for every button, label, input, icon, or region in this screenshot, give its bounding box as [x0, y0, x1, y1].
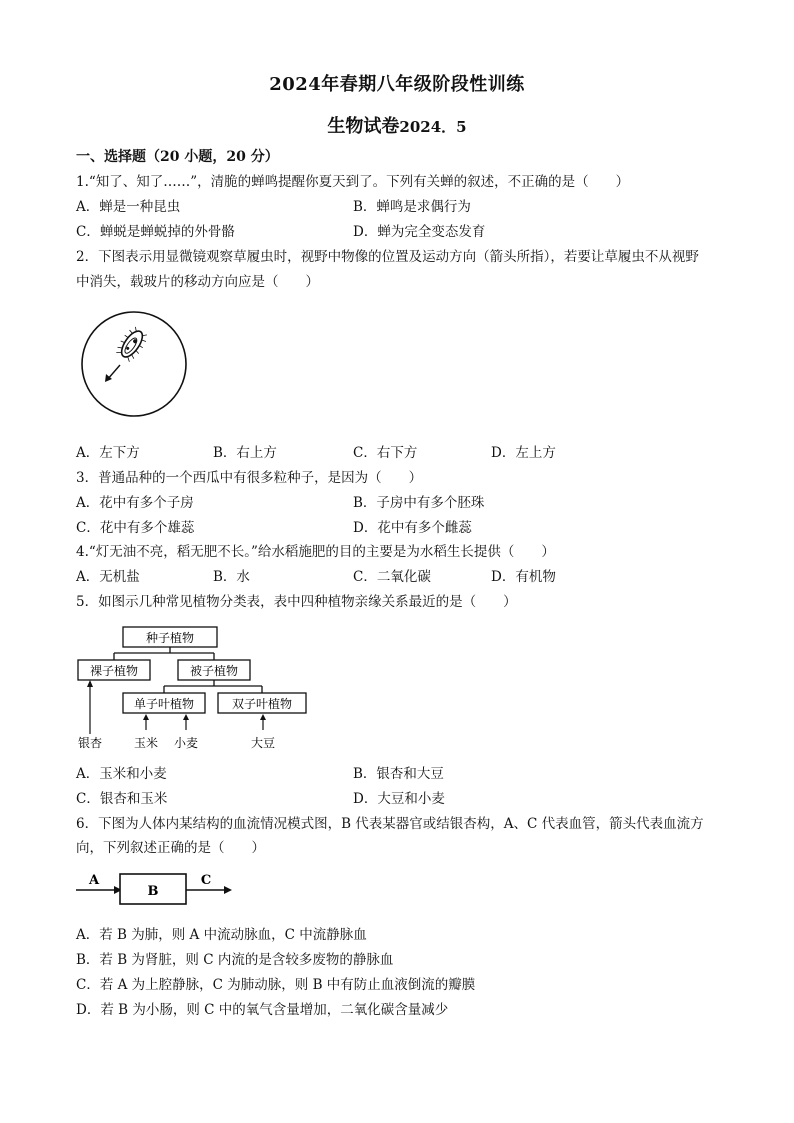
q1-option-c: C．蝉蜕是蝉蜕掉的外骨骼 — [76, 224, 235, 240]
connector-angio — [164, 680, 262, 693]
q5-option-d: D．大豆和小麦 — [353, 791, 445, 807]
q5-stem: 5．如图示几种常见植物分类表，表中四种植物亲缘关系最近的是（ ） — [76, 594, 517, 610]
q2-option-d: D．左上方 — [491, 445, 556, 461]
q2-option-a: A．左下方 — [76, 445, 140, 461]
q1-option-a: A．蝉是一种昆虫 — [76, 199, 181, 215]
q2-stem-line1: 2．下图表示用显微镜观察草履虫时，视野中物像的位置及运动方向（箭头所指），若要让草履虫不从视野 — [76, 249, 699, 265]
label-organ-b: B — [147, 884, 159, 899]
arrow-corn-icon — [143, 714, 149, 730]
q5-option-c: C．银杏和玉米 — [76, 791, 168, 807]
paramecium-icon — [114, 325, 150, 364]
q6-option-b: B．若 B 为肾脏，则 C 内流的是含较多废物的静脉血 — [76, 952, 394, 968]
subtitle-text: 生物试卷 — [327, 116, 400, 137]
label-wheat: 小麦 — [173, 736, 199, 750]
label-angiosperms: 被子植物 — [189, 664, 239, 678]
q6-option-c: C．若 A 为上腔静脉，C 为肺动脉，则 B 中有防止血液倒流的瓣膜 — [76, 977, 476, 993]
q3-stem: 3．普通品种的一个西瓜中有很多粒种子，是因为（ ） — [76, 470, 423, 486]
q1-stem: 1.“知了、知了……”，清脆的蝉鸣提醒你夏天到了。下列有关蝉的叙述，不正确的是（ ） — [76, 174, 630, 190]
label-gymnosperms: 裸子植物 — [89, 664, 139, 678]
q4-option-c: C．二氧化碳 — [353, 569, 431, 585]
exam-date: 2024．5 — [399, 118, 467, 136]
label-dicots: 双子叶植物 — [231, 697, 293, 711]
q4-option-a: A．无机盐 — [76, 569, 140, 585]
arrow-soybean-icon — [260, 714, 266, 730]
plant-classification-diagram — [76, 624, 316, 752]
q6-stem-line2: 向，下列叙述正确的是（ ） — [76, 840, 265, 856]
page-title: 2024年春期八年级阶段性训练 — [269, 74, 525, 95]
section-heading: 一、选择题（20 小题，20 分） — [76, 149, 279, 165]
arrow-wheat-icon — [183, 714, 189, 730]
field-of-view-circle — [82, 312, 186, 416]
q2-option-c: C．右下方 — [353, 445, 418, 461]
blood-flow-diagram — [74, 866, 238, 906]
q5-option-a: A．玉米和小麦 — [76, 766, 167, 782]
label-soybean: 大豆 — [250, 736, 276, 750]
q4-option-b: B．水 — [213, 569, 250, 585]
label-ginkgo: 银杏 — [77, 736, 103, 750]
q6-option-a: A．若 B 为肺，则 A 中流动脉血，C 中流静脉血 — [76, 927, 367, 943]
label-corn: 玉米 — [133, 736, 159, 750]
label-vessel-c: C — [200, 873, 212, 888]
q1-option-b: B．蝉鸣是求偶行为 — [353, 199, 471, 215]
connector-seed — [114, 647, 214, 660]
q3-option-b: B．子房中有多个胚珠 — [353, 495, 485, 511]
q3-option-a: A．花中有多个子房 — [76, 495, 194, 511]
label-seed-plants: 种子植物 — [145, 631, 195, 645]
movement-arrow-icon — [105, 365, 120, 382]
label-monocots: 单子叶植物 — [133, 697, 195, 711]
microscope-field-figure — [80, 310, 190, 420]
q3-option-c: C．花中有多个雄蕊 — [76, 520, 195, 536]
q4-option-d: D．有机物 — [491, 569, 556, 585]
page-subtitle — [0, 112, 794, 138]
arrow-ginkgo-icon — [87, 680, 93, 734]
q6-stem-line1: 6．下图为人体内某结构的血流情况模式图，B 代表某器官或结银杏构，A、C 代表血管，箭头代表血流方 — [76, 816, 704, 832]
q3-option-d: D．花中有多个雌蕊 — [353, 520, 472, 536]
q2-stem-line2: 中消失，载玻片的移动方向应是（ ） — [76, 274, 319, 290]
q4-stem: 4.“灯无油不亮，稻无肥不长。”给水稻施肥的目的主要是为水稻生长提供（ ） — [76, 544, 555, 560]
q5-option-b: B．银杏和大豆 — [353, 766, 444, 782]
q2-option-b: B．右上方 — [213, 445, 277, 461]
q1-option-d: D．蝉为完全变态发育 — [353, 224, 486, 240]
label-vessel-a: A — [88, 873, 100, 888]
q6-option-d: D．若 B 为小肠，则 C 中的氧气含量增加，二氧化碳含量减少 — [76, 1002, 449, 1018]
